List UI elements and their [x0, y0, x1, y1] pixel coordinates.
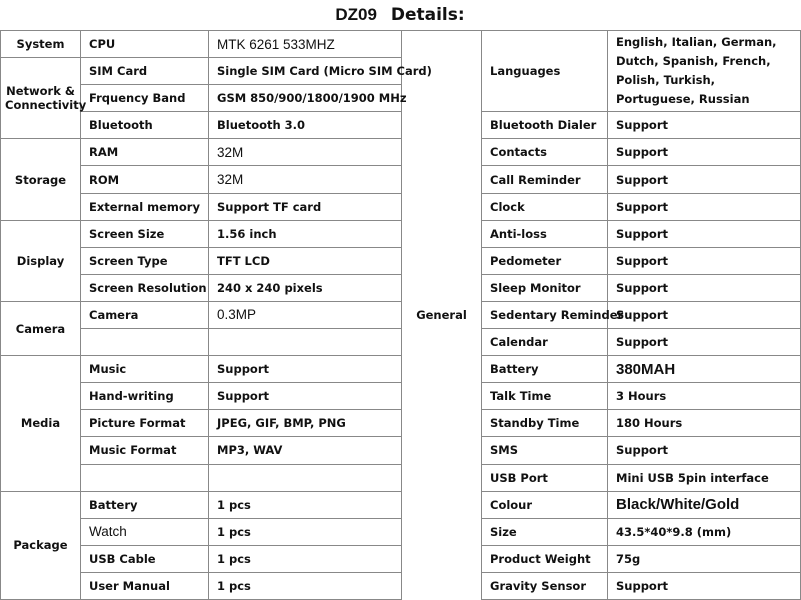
- spec-value: 380MAH: [608, 356, 801, 383]
- spec-label: SMS: [482, 437, 608, 464]
- spec-value: Support: [608, 220, 801, 247]
- table-row: [1, 410, 801, 437]
- table-row: [1, 383, 801, 410]
- spec-value: MTK 6261 533MHZ: [209, 31, 402, 58]
- spec-value: Support: [209, 356, 402, 383]
- spec-label: CPU: [81, 31, 209, 58]
- spec-value: Support: [608, 274, 801, 301]
- spec-value: Support: [608, 301, 801, 328]
- spec-value: 240 x 240 pixels: [209, 274, 402, 301]
- spec-label: Anti-loss: [482, 220, 608, 247]
- category-cell: Display: [1, 220, 81, 301]
- table-row: [1, 356, 801, 383]
- table-row: [1, 220, 801, 247]
- table-row: [1, 31, 801, 58]
- spec-value: Black/White/Gold: [608, 491, 801, 518]
- spec-label: USB Cable: [81, 545, 209, 572]
- spec-value: Mini USB 5pin interface: [608, 464, 801, 491]
- spec-value: 3 Hours: [608, 383, 801, 410]
- spec-label: Battery: [81, 491, 209, 518]
- spec-label: Colour: [482, 491, 608, 518]
- spec-label: Standby Time: [482, 410, 608, 437]
- spec-value: MP3, WAV: [209, 437, 402, 464]
- table-row: [1, 437, 801, 464]
- spec-label: Screen Size: [81, 220, 209, 247]
- spec-label: Pedometer: [482, 247, 608, 274]
- spec-value: 32M: [209, 166, 402, 193]
- spec-label: Bluetooth Dialer: [482, 112, 608, 139]
- spec-value: 1 pcs: [209, 491, 402, 518]
- spec-value: Single SIM Card (Micro SIM Card): [209, 58, 402, 85]
- spec-label: Camera: [81, 301, 209, 328]
- spec-label: Gravity Sensor: [482, 572, 608, 599]
- table-row: [1, 572, 801, 599]
- table-row: [1, 464, 801, 491]
- spec-label: Size: [482, 518, 608, 545]
- spec-value: 1 pcs: [209, 545, 402, 572]
- spec-label: Talk Time: [482, 383, 608, 410]
- spec-value: English, Italian, German, Dutch, Spanish, French, Polish, Turkish, Portuguese, Russian: [608, 31, 801, 112]
- spec-value: 0.3MP: [209, 301, 402, 328]
- empty-cell: [81, 329, 209, 356]
- spec-label: Frquency Band: [81, 85, 209, 112]
- table-row: [1, 112, 801, 139]
- empty-cell: [209, 329, 402, 356]
- model-name: DZ09: [335, 5, 377, 24]
- spec-label: Battery: [482, 356, 608, 383]
- spec-value: 32M: [209, 139, 402, 166]
- spec-label: Watch: [81, 518, 209, 545]
- spec-label: Product Weight: [482, 545, 608, 572]
- spec-value: Support: [608, 329, 801, 356]
- spec-label: Music Format: [81, 437, 209, 464]
- table-row: [1, 274, 801, 301]
- spec-label: ROM: [81, 166, 209, 193]
- spec-label: Call Reminder: [482, 166, 608, 193]
- spec-value: Bluetooth 3.0: [209, 112, 402, 139]
- page-title: [0, 0, 800, 30]
- specs-table: [0, 30, 801, 600]
- spec-value: 43.5*40*9.8 (mm): [608, 518, 801, 545]
- spec-value: Support: [608, 437, 801, 464]
- category-cell: General: [402, 31, 482, 600]
- spec-label: External memory: [81, 193, 209, 220]
- spec-value: Support: [608, 572, 801, 599]
- spec-label: Sedentary Reminder: [482, 301, 608, 328]
- table-row: [1, 518, 801, 545]
- table-row: [1, 329, 801, 356]
- category-cell: Package: [1, 491, 81, 599]
- spec-label: Screen Resolution: [81, 274, 209, 301]
- spec-value: Support TF card: [209, 193, 402, 220]
- spec-value: Support: [608, 112, 801, 139]
- spec-value: Support: [608, 247, 801, 274]
- spec-value: 75g: [608, 545, 801, 572]
- spec-value: 180 Hours: [608, 410, 801, 437]
- empty-cell: [209, 464, 402, 491]
- spec-label: Sleep Monitor: [482, 274, 608, 301]
- spec-value: 1.56 inch: [209, 220, 402, 247]
- spec-label: Bluetooth: [81, 112, 209, 139]
- spec-label: Screen Type: [81, 247, 209, 274]
- spec-value: Support: [608, 193, 801, 220]
- details-label: Details:: [390, 5, 465, 25]
- spec-label: Clock: [482, 193, 608, 220]
- empty-cell: [81, 464, 209, 491]
- category-cell: Network & Connectivity: [1, 58, 81, 139]
- spec-value: JPEG, GIF, BMP, PNG: [209, 410, 402, 437]
- category-cell: Media: [1, 356, 81, 491]
- table-row: [1, 491, 801, 518]
- category-cell: System: [1, 31, 81, 58]
- spec-label: SIM Card: [81, 58, 209, 85]
- category-cell: Storage: [1, 139, 81, 220]
- table-row: [1, 193, 801, 220]
- spec-label: User Manual: [81, 572, 209, 599]
- table-row: [1, 247, 801, 274]
- spec-value: GSM 850/900/1800/1900 MHz: [209, 85, 402, 112]
- spec-value: Support: [209, 383, 402, 410]
- spec-label: USB Port: [482, 464, 608, 491]
- spec-label: Contacts: [482, 139, 608, 166]
- spec-value: Support: [608, 166, 801, 193]
- spec-label: Languages: [482, 31, 608, 112]
- table-row: [1, 545, 801, 572]
- spec-label: Picture Format: [81, 410, 209, 437]
- spec-value: Support: [608, 139, 801, 166]
- spec-value: 1 pcs: [209, 518, 402, 545]
- spec-value: TFT LCD: [209, 247, 402, 274]
- table-row: [1, 139, 801, 166]
- table-row: [1, 166, 801, 193]
- table-row: [1, 301, 801, 328]
- category-cell: Camera: [1, 301, 81, 355]
- spec-label: Calendar: [482, 329, 608, 356]
- spec-value: 1 pcs: [209, 572, 402, 599]
- spec-label: RAM: [81, 139, 209, 166]
- spec-label: Music: [81, 356, 209, 383]
- spec-label: Hand-writing: [81, 383, 209, 410]
